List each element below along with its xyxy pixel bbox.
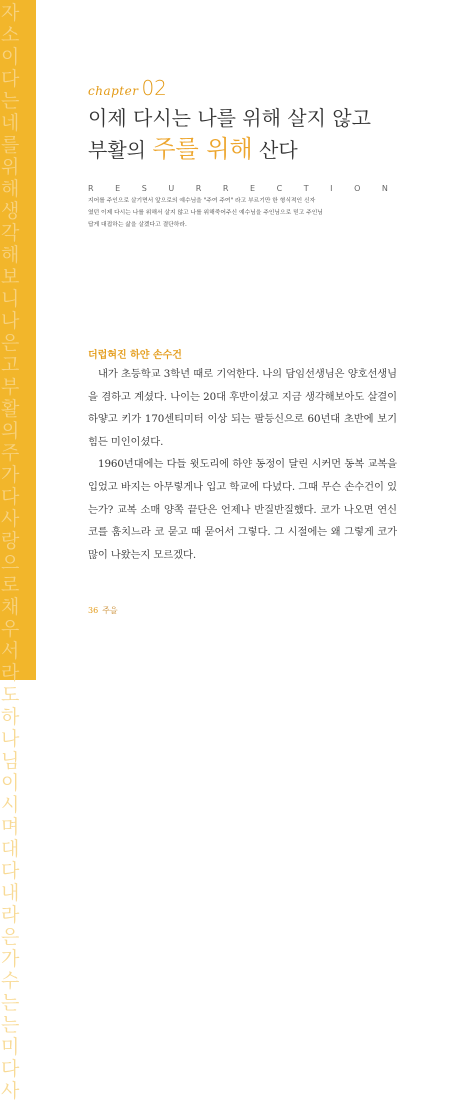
decorative-side-band (0, 0, 36, 1102)
page-footer (88, 605, 118, 616)
resurrection-letter: R (88, 184, 94, 193)
resurrection-letter: O (354, 184, 361, 193)
page-number: 36 (88, 606, 99, 615)
resurrection-letter: C (276, 184, 283, 193)
footer-label: 주을 (102, 606, 118, 615)
resurrection-letter: I (330, 184, 333, 193)
chapter-heading (88, 76, 167, 100)
title-accent: 주를 위해 (152, 135, 253, 163)
resurrection-letter: S (141, 184, 147, 193)
resurrection-letter: N (381, 184, 388, 193)
resurrection-letter: E (115, 184, 121, 193)
chapter-title (88, 103, 371, 166)
intro-line-2: 였던 이제 다시는 나를 위해서 살지 않고 나를 위해죽어주신 예수님을 주인님으로 믿고 주인님 (88, 210, 323, 216)
title-line-1: 이제 다시는 나를 위해 살지 않고 (88, 106, 371, 130)
resurrection-letter: U (168, 184, 175, 193)
body-paragraph-2: 1960년대에는 다들 윗도리에 하얀 동정이 달린 시커먼 동복 교복을 입었고 바지는 아무렇게나 입고 학교에 다녔다. 그때 무슨 손수건이 있는가? 교복 소매 양쪽 끝단은 언제나 반질반질했다. 코가 나오면 연신 코를 훔치느라 코 묻고 때 묻어서 그렇다. 그 시절에는 왜 그렇게 코가 많이 나왔는지 모르겠다. (88, 458, 397, 561)
title-line-2-start: 부활의 (88, 138, 153, 162)
chapter-word: chapter (88, 84, 139, 98)
title-line-2-end: 산다 (252, 138, 298, 162)
side-band-glyphs: 자소이다는네를위해생각해보니나은고부활의주가다사랑으로채우서라도하나님이시며대다내라은가수는는미다사 (1, 2, 20, 1102)
body-text (88, 363, 397, 566)
intro-line-3: 답게 대접하는 삶을 살겠다고 결단하라. (88, 222, 187, 228)
resurrection-letter: R (222, 184, 229, 193)
resurrection-letter: R (195, 184, 202, 193)
section-subheading: 더럽혀진 하얀 손수건 (88, 350, 182, 361)
resurrection-banner (88, 184, 388, 193)
title-line-2 (88, 134, 371, 166)
intro-line-1: 지어를 주인으로 살기면서 앞으로의 예수님을 "주여 주여" 라고 부르기만 한 형식적인 신자 (88, 198, 316, 204)
resurrection-letter: E (249, 184, 256, 193)
body-paragraph-1: 내가 초등학교 3학년 때로 기억한다. 나의 담임선생님은 양호선생님을 겸하고 계셨다. 나이는 20대 후반이셨고 지금 생각해보아도 살결이 하얗고 키가 170센티미터 이상 되는 팔등신으로 60년대 초반에 보기 힘든 미인이셨다. (88, 368, 397, 448)
chapter-number: 02 (141, 76, 167, 100)
intro-summary (88, 195, 388, 231)
resurrection-letter: T (303, 184, 309, 193)
